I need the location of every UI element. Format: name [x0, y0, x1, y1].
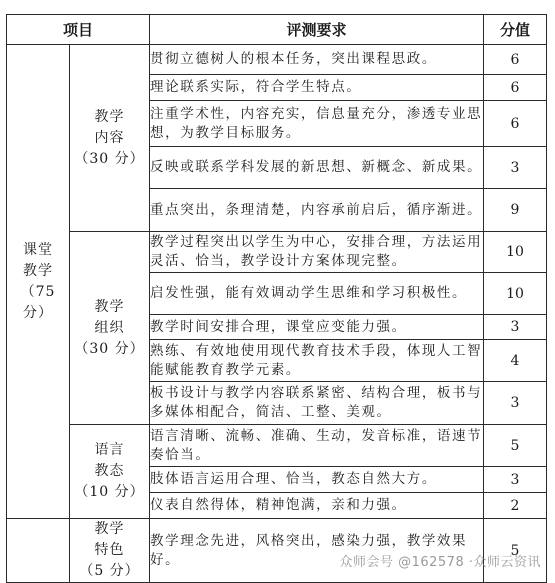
requirement-text: 启发性强，能有效调动学生思维和学习积极性。: [150, 273, 484, 315]
requirement-text: 熟练、有效地使用现代教育技术手段，体现人工智能赋能教育教学元素。: [150, 340, 484, 382]
evaluation-table: [6, 14, 547, 583]
watermark-text: 众师会号 @162578 ·众师云资讯: [339, 555, 541, 570]
group-label-line1: 教学: [94, 108, 125, 125]
group-category-cell: [70, 519, 150, 583]
score-value: 10: [484, 273, 547, 315]
header-score: 分值: [484, 15, 547, 45]
group-label-line2: 教态: [94, 463, 125, 479]
group-label-line1: 教学: [94, 298, 125, 315]
group-category-cell: [70, 425, 150, 519]
requirement-text: 肢体语言运用合理、恰当，教态自然大方。: [150, 467, 484, 493]
requirement-text: 注重学术性，内容充实，信息量充分，渗透专业思想，为教学目标服务。: [150, 101, 484, 147]
score-value: 10: [484, 232, 547, 273]
requirement-text: 贯彻立德树人的根本任务，突出课程思政。: [150, 45, 484, 75]
requirement-text: 重点突出，条理清楚，内容承前启后，循序渐进。: [150, 189, 484, 232]
score-value: 4: [484, 340, 547, 382]
group-label-line3: （30 分）: [74, 340, 145, 357]
score-value: 6: [484, 101, 547, 147]
main-category-cell: [7, 45, 70, 519]
score-value: 5: [484, 425, 547, 467]
group-label-line2: 特色: [94, 542, 125, 558]
score-value: 2: [484, 493, 547, 519]
requirement-text: 反映或联系学科发展的新思想、新概念、新成果。: [150, 147, 484, 189]
group-label-line2: 组织: [94, 319, 125, 336]
group-label-line3: （30 分）: [74, 150, 145, 167]
requirement-text: 板书设计与教学内容联系紧密、结构合理，板书与多媒体相配合，简洁、工整、美观。: [150, 382, 484, 425]
main-category-line2: 教学: [23, 262, 53, 279]
header-requirement: 评测要求: [150, 15, 484, 45]
requirement-text: 理论联系实际，符合学生特点。: [150, 75, 484, 101]
requirement-text: 教学理念先进，风格突出，感染力强，教学效果好。: [150, 519, 484, 583]
requirement-text: 语言清晰、流畅、准确、生动，发音标准，语速节奏恰当。: [150, 425, 484, 467]
header-row: [7, 15, 547, 45]
score-value: 9: [484, 189, 547, 232]
score-value: 5: [484, 519, 547, 583]
main-category-line1: 课堂: [23, 241, 53, 258]
header-item: 项目: [7, 15, 150, 45]
group-category-cell: [70, 232, 150, 425]
requirement-text: 仪表自然得体，精神饱满，亲和力强。: [150, 493, 484, 519]
table-row: [7, 425, 547, 467]
score-value: 3: [484, 382, 547, 425]
requirement-text: 教学时间安排合理，课堂应变能力强。: [150, 315, 484, 340]
group-label-line2: 内容: [94, 129, 125, 146]
group-category-cell: [70, 45, 150, 232]
score-value: 6: [484, 45, 547, 75]
table-row: [7, 232, 547, 273]
requirement-text: 教学过程突出以学生为中心，安排合理，方法运用灵活、恰当，教学设计方案体现完整。: [150, 232, 484, 273]
table-row: [7, 45, 547, 75]
empty-category-cell: [7, 519, 70, 583]
group-label-line3: （10 分）: [74, 484, 145, 500]
group-label-line1: 语言: [94, 442, 125, 458]
score-value: 3: [484, 147, 547, 189]
score-value: 6: [484, 75, 547, 101]
main-category-line3: （75 分）: [20, 283, 56, 321]
group-label-line1: 教学: [94, 521, 125, 537]
score-value: 3: [484, 467, 547, 493]
group-label-line3: （5 分）: [79, 563, 140, 579]
score-value: 3: [484, 315, 547, 340]
